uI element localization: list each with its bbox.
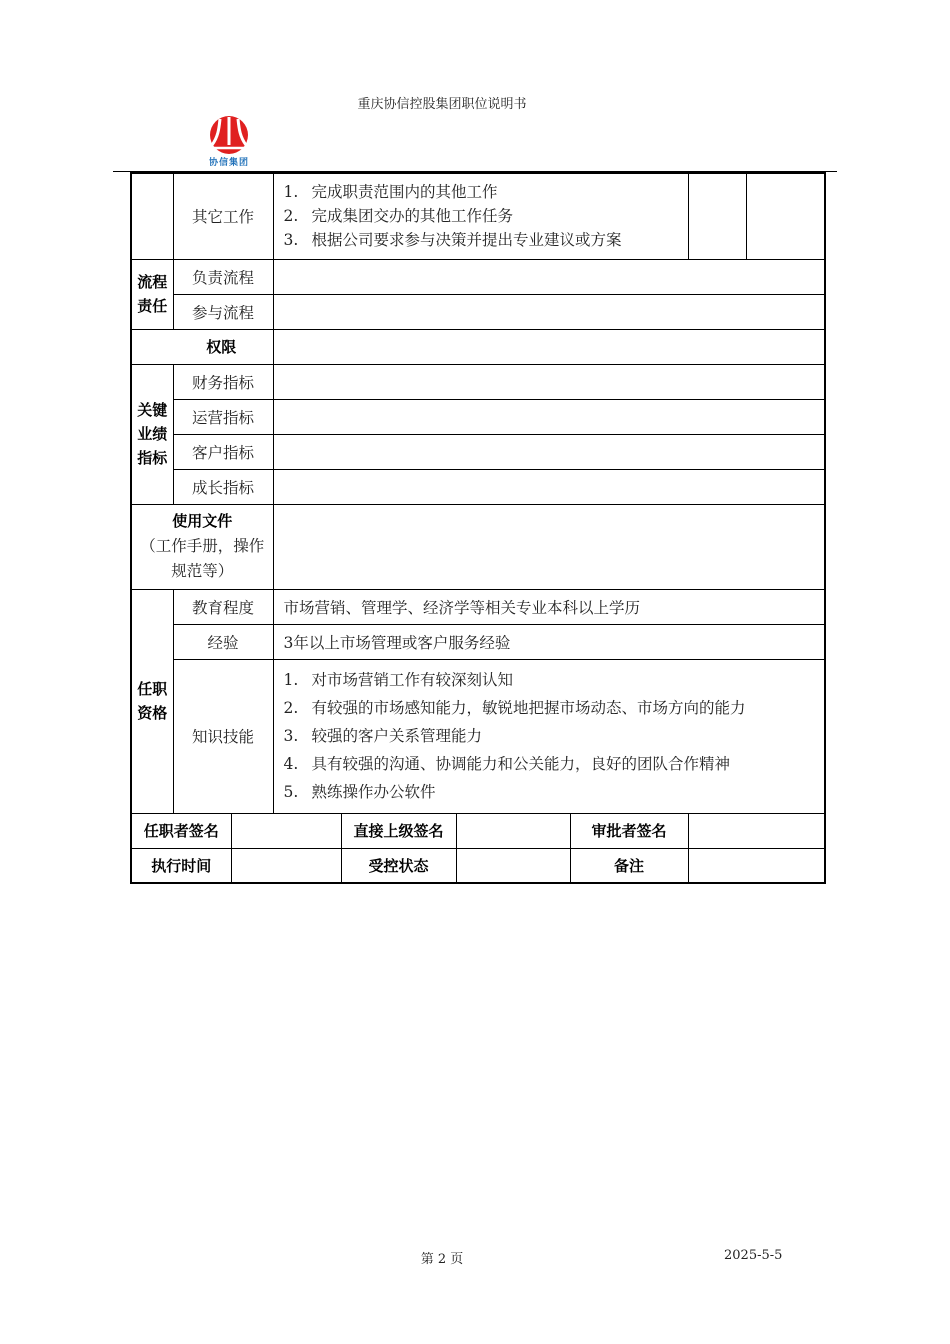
list-item: 3. 较强的客户关系管理能力 [283,727,483,745]
documents-label [131,504,273,589]
kpi-category: 关键业绩指标 [131,364,173,504]
participate-process-label: 参与流程 [173,294,273,329]
supervisor-signature-field[interactable] [456,813,570,848]
documents-label-bold: 使用文件 [172,512,233,530]
skills-label: 知识技能 [173,659,273,813]
participate-process-value [273,294,825,329]
documents-label-note: （工作手册，操作规范等） [140,537,265,580]
authority-label: 权限 [131,329,273,364]
kpi-growth-label: 成长指标 [173,469,273,504]
authority-value [273,329,825,364]
authority-row [131,329,825,364]
kpi-operation-value [273,399,825,434]
list-item: 2. 有较强的市场感知能力，敏锐地把握市场动态、市场方向的能力 [283,699,746,717]
footer-date: 2025-5-5 [724,1248,783,1263]
approver-signature-field[interactable] [688,813,825,848]
holder-signature-label: 任职者签名 [131,813,231,848]
kpi-growth-value [273,469,825,504]
page-number: 第 2 页 [420,1252,464,1267]
qualification-category: 任职资格 [131,589,173,813]
logo-text: 协信集团 [208,158,249,168]
job-description-table [130,172,826,884]
kpi-financial-value [273,364,825,399]
experience-value: 3年以上市场管理或客户服务经验 [273,624,825,659]
exec-time-field[interactable] [231,848,341,883]
documents-row [131,504,825,589]
control-status-label: 受控状态 [341,848,456,883]
remark-field[interactable] [688,848,825,883]
responsible-process-label: 负责流程 [173,259,273,294]
kpi-financial-label: 财务指标 [173,364,273,399]
logo-emblem-icon [200,115,258,155]
other-work-label: 其它工作 [173,173,273,259]
list-item: 3. 根据公司要求参与决策并提出专业建议或方案 [283,231,622,250]
kpi-customer-label: 客户指标 [173,434,273,469]
approver-signature-label: 审批者签名 [570,813,688,848]
control-status-field[interactable] [456,848,570,883]
education-label: 教育程度 [173,589,273,624]
execution-row [131,848,825,883]
process-responsible-row [131,259,825,294]
experience-label: 经验 [173,624,273,659]
responsible-process-value [273,259,825,294]
skills-content [273,659,825,813]
company-logo [200,115,258,169]
category-cell-empty [131,173,173,259]
list-item: 1. 对市场营销工作有较深刻认知 [283,671,514,689]
document-title: 重庆协信控股集团职位说明书 [357,97,527,112]
list-item: 1. 完成职责范围内的其他工作 [283,183,498,202]
kpi-customer-row [131,434,825,469]
process-category: 流程责任 [131,259,173,329]
other-work-content [273,173,688,259]
kpi-financial-row [131,364,825,399]
kpi-operation-row [131,399,825,434]
supervisor-signature-label: 直接上级签名 [341,813,456,848]
holder-signature-field[interactable] [231,813,341,848]
signature-row [131,813,825,848]
skills-row [131,659,825,813]
process-participate-row [131,294,825,329]
remark-label: 备注 [570,848,688,883]
exec-time-label: 执行时间 [131,848,231,883]
education-value: 市场营销、管理学、经济学等相关专业本科以上学历 [273,589,825,624]
education-row [131,589,825,624]
experience-row [131,624,825,659]
kpi-customer-value [273,434,825,469]
other-work-row [131,173,825,259]
other-work-extra-1 [688,173,746,259]
list-item: 4. 具有较强的沟通、协调能力和公关能力，良好的团队合作精神 [283,755,731,773]
kpi-operation-label: 运营指标 [173,399,273,434]
documents-value [273,504,825,589]
list-item: 5. 熟练操作办公软件 [283,783,436,801]
list-item: 2. 完成集团交办的其他工作任务 [283,207,514,226]
kpi-growth-row [131,469,825,504]
other-work-extra-2 [746,173,825,259]
